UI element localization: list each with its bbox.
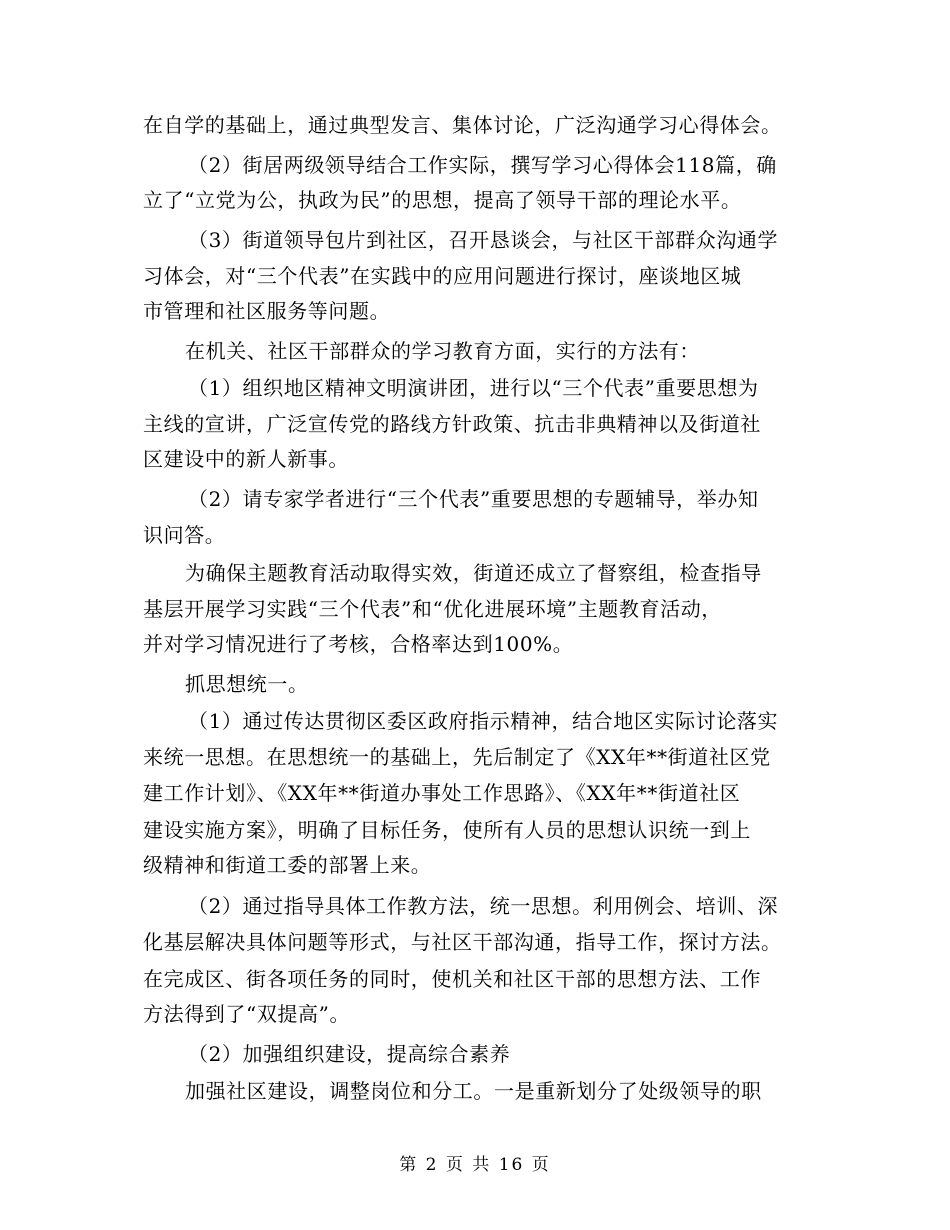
text-line: 方法得到了“双提高”。 xyxy=(143,1002,351,1026)
text-line: （1）通过传达贯彻区委区政府指示精神，结合地区实际讨论落实 xyxy=(188,709,779,733)
text-line: 主线的宣讲，广泛宣传党的路线方针政策、抗击非典精神以及街道社 xyxy=(143,412,761,436)
text-line: 抓思想统一。 xyxy=(185,672,309,696)
text-line: 基层开展学习实践“三个代表”和“优化进展环境”主题教育活动， xyxy=(143,597,722,621)
text-line: 市管理和社区服务等问题。 xyxy=(143,299,391,323)
text-line: （2）街居两级领导结合工作实际，撰写学习心得体会118篇，确 xyxy=(188,153,777,177)
text-line: 级精神和街道工委的部署上来。 xyxy=(143,853,432,877)
text-line: 在自学的基础上，通过典型发言、集体讨论，广泛沟通学习心得体会。 xyxy=(143,113,782,137)
text-line: 习体会，对“三个代表”在实践中的应用问题进行探讨，座谈地区城 xyxy=(143,264,742,288)
text-line: 为确保主题教育活动取得实效，街道还成立了督察组，检查指导 xyxy=(185,561,762,585)
text-line: 建设实施方案》，明确了目标任务，使所有人员的思想认识统一到上 xyxy=(143,818,751,842)
text-line: （1）组织地区精神文明演讲团，进行以“三个代表”重要思想为 xyxy=(188,376,759,400)
text-line: 区建设中的新人新事。 xyxy=(143,447,349,471)
text-line: 建工作计划》、《XX年**街道办事处工作思路》、《XX年**街道社区 xyxy=(143,781,741,805)
text-line: （2）通过指导具体工作教方法，统一思想。利用例会、培训、深 xyxy=(188,894,779,918)
page-number: 第 2 页 共 16 页 xyxy=(399,1155,551,1175)
text-line: （3）街道领导包片到社区，召开恳谈会，与社区干部群众沟通学 xyxy=(188,228,779,252)
text-line: 识问答。 xyxy=(143,523,226,547)
text-line: 化基层解决具体问题等形式，与社区干部沟通，指导工作，探讨方法。 xyxy=(143,930,782,954)
text-line: 立了“立党为公，执政为民”的思想，提高了领导干部的理论水平。 xyxy=(143,188,742,212)
text-line: 并对学习情况进行了考核，合格率达到100%。 xyxy=(143,632,574,656)
text-line: 在机关、社区干部群众的学习教育方面，实行的方法有： xyxy=(185,339,700,363)
text-line: 在完成区、街各项任务的同时，使机关和社区干部的思想方法、工作 xyxy=(143,967,761,991)
text-line: （2）加强组织建设，提高综合素养 xyxy=(188,1042,511,1066)
text-line: （2）请专家学者进行“三个代表”重要思想的专题辅导，举办知 xyxy=(188,487,759,511)
text-line: 来统一思想。在思想统一的基础上，先后制定了《XX年**街道社区党 xyxy=(143,745,771,769)
text-line: 加强社区建设，调整岗位和分工。一是重新划分了处级领导的职 xyxy=(185,1079,762,1103)
